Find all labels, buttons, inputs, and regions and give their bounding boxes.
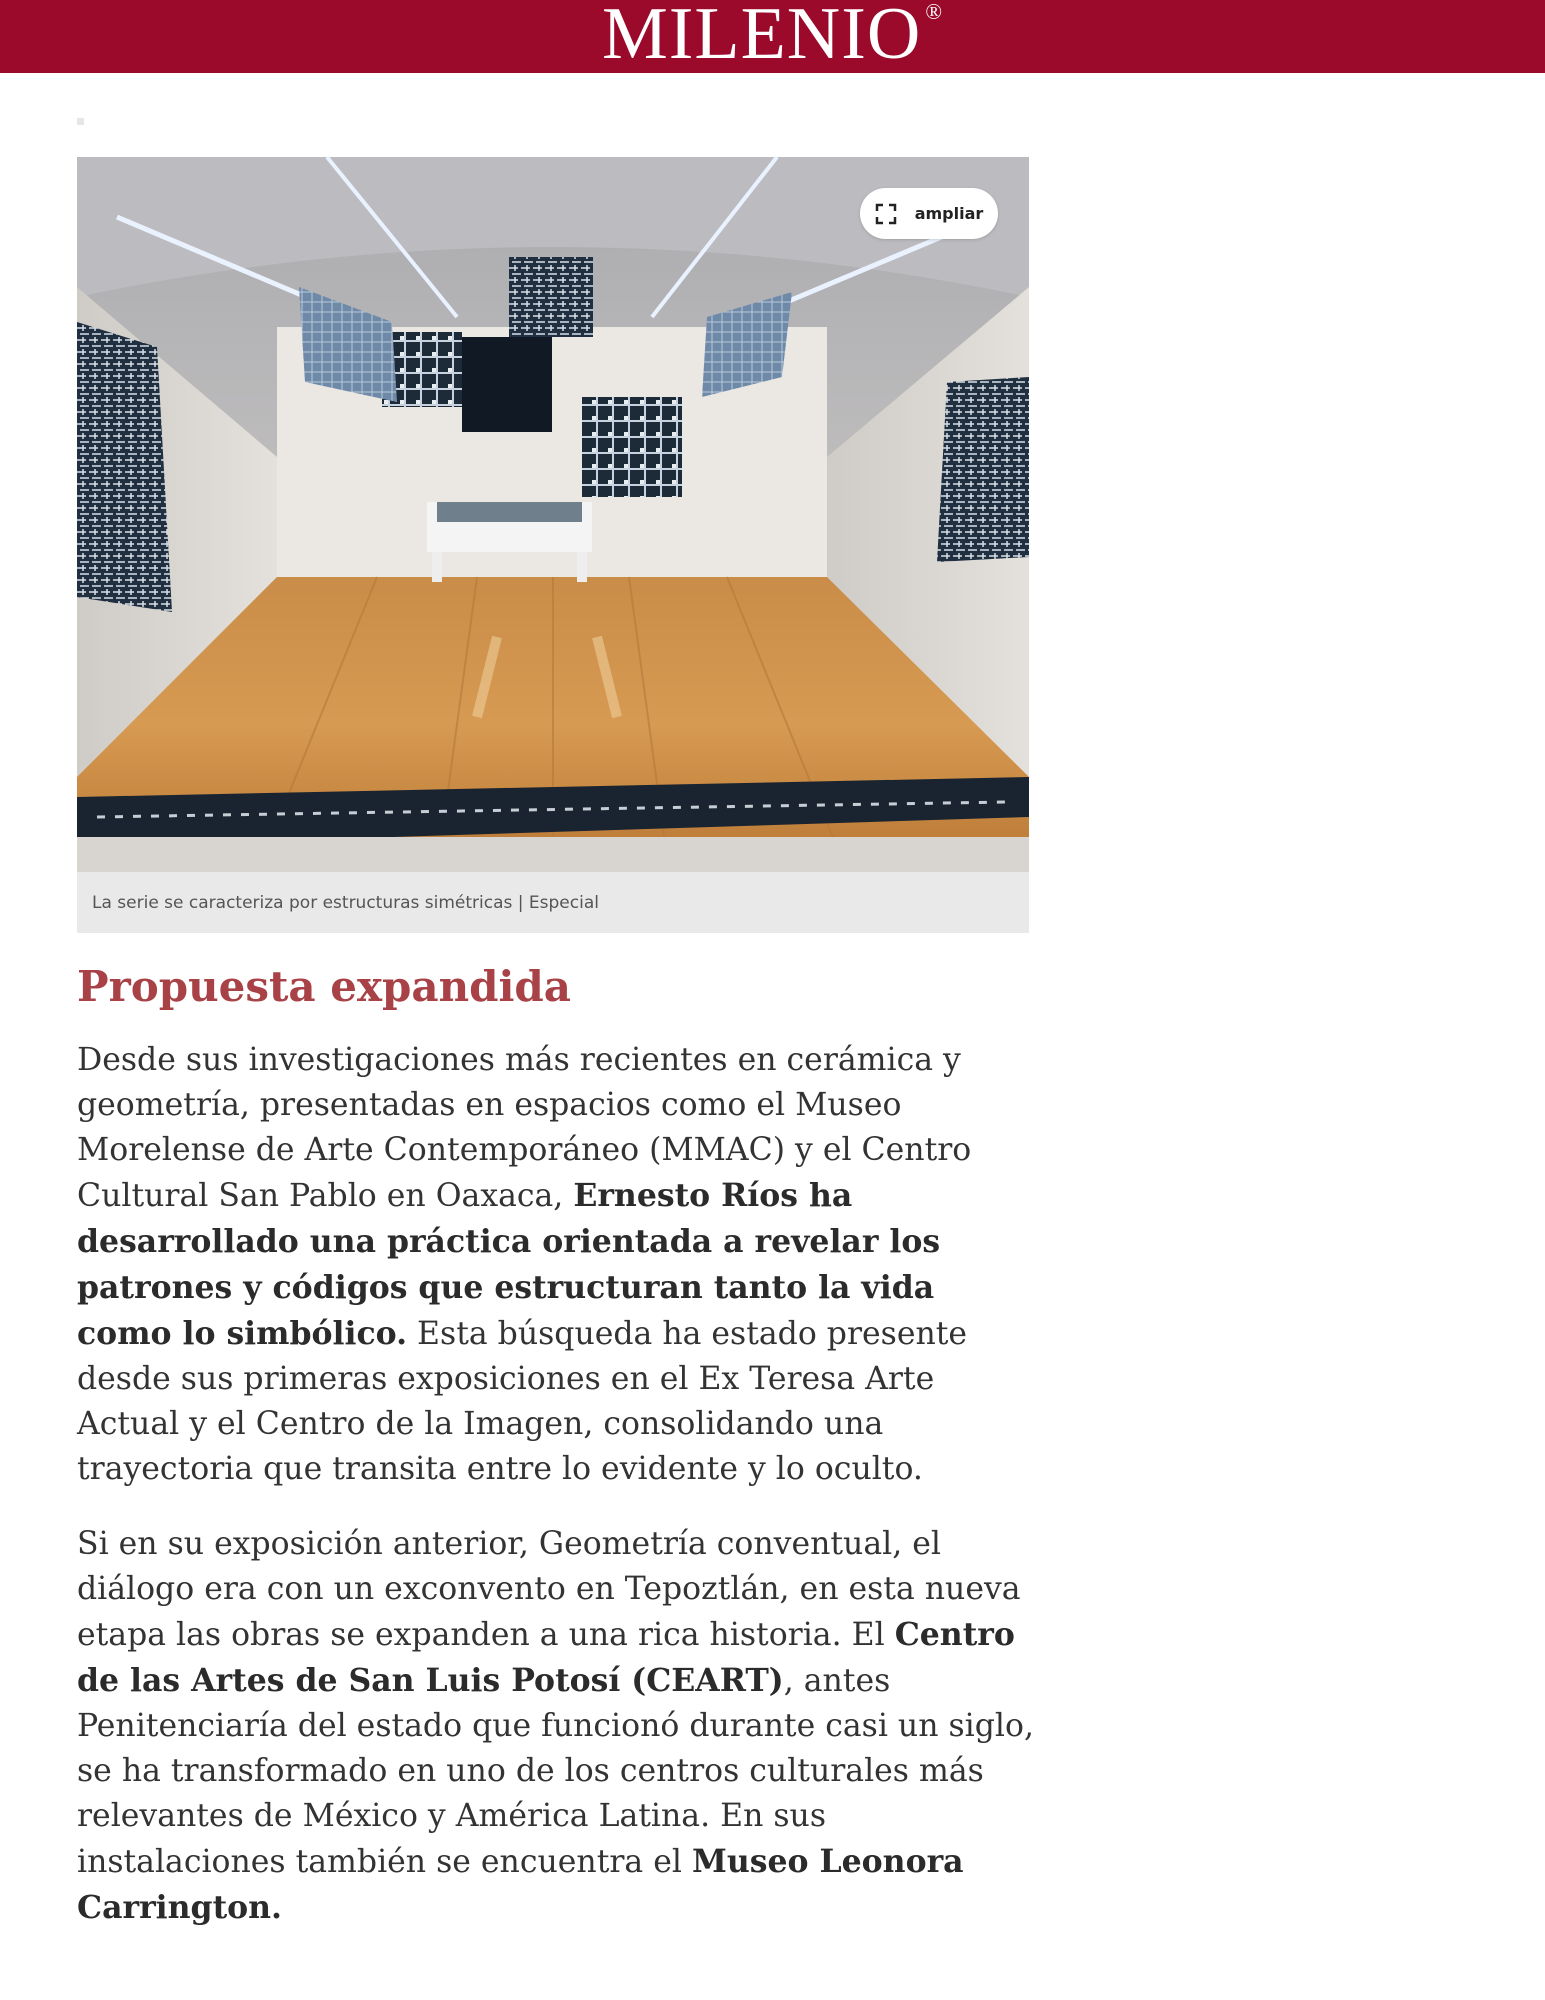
logo-text: MILENIO (601, 0, 922, 75)
ad-placeholder-dot (77, 118, 84, 125)
registered-mark: ® (925, 0, 944, 24)
photo-caption: La serie se caracteriza por estructuras simétricas | Especial (92, 892, 599, 913)
enlarge-button[interactable] (860, 188, 998, 239)
bold-text: Ernesto Ríos ha desarrollado una práctica orientada a revelar los patrones y códigos que estructuran tanto la vida como lo simbólico. (77, 1177, 941, 1352)
site-header (0, 0, 1545, 73)
article-body (77, 1038, 1037, 1931)
bold-text: Centro de las Artes de San Luis Potosí (CEART) (77, 1616, 1015, 1699)
expand-icon (875, 203, 897, 225)
paragraph-text: Desde sus investigaciones más recientes en cerámica y geometría, presentadas en espacios como el Museo Morelense de Arte Contemporáneo (MMAC) y el Centro Cultural San Pablo en Oaxaca, (77, 1042, 972, 1214)
paragraph-text: , antes Penitenciaría del estado que funcionó durante casi un siglo, se ha transformado en uno de los centros culturales más relevantes de México y América Latina. En sus instalaciones también se encuentra el (77, 1663, 1034, 1880)
paragraph-text: Esta búsqueda ha estado presente desde sus primeras exposiciones en el Ex Teresa Arte Actual y el Centro de la Imagen, consolidando una trayectoria que transita entre lo evidente y lo oculto. (77, 1316, 968, 1487)
section-title: Propuesta expandida (77, 962, 572, 1011)
milenio-logo[interactable] (601, 0, 944, 75)
bold-text: Museo Leonora Carrington. (77, 1843, 964, 1926)
article-paragraph (77, 1038, 1037, 1492)
article-figure (77, 157, 1029, 933)
gallery-photo[interactable] (77, 157, 1029, 872)
caption-box (77, 872, 1029, 933)
enlarge-label: ampliar (914, 204, 984, 223)
paragraph-text: Si en su exposición anterior, Geometría conventual, el diálogo era con un exconvento en Tepoztlán, en esta nueva etapa las obras se expanden a una rica historia. El (77, 1526, 1021, 1653)
article-paragraph (77, 1522, 1037, 1931)
